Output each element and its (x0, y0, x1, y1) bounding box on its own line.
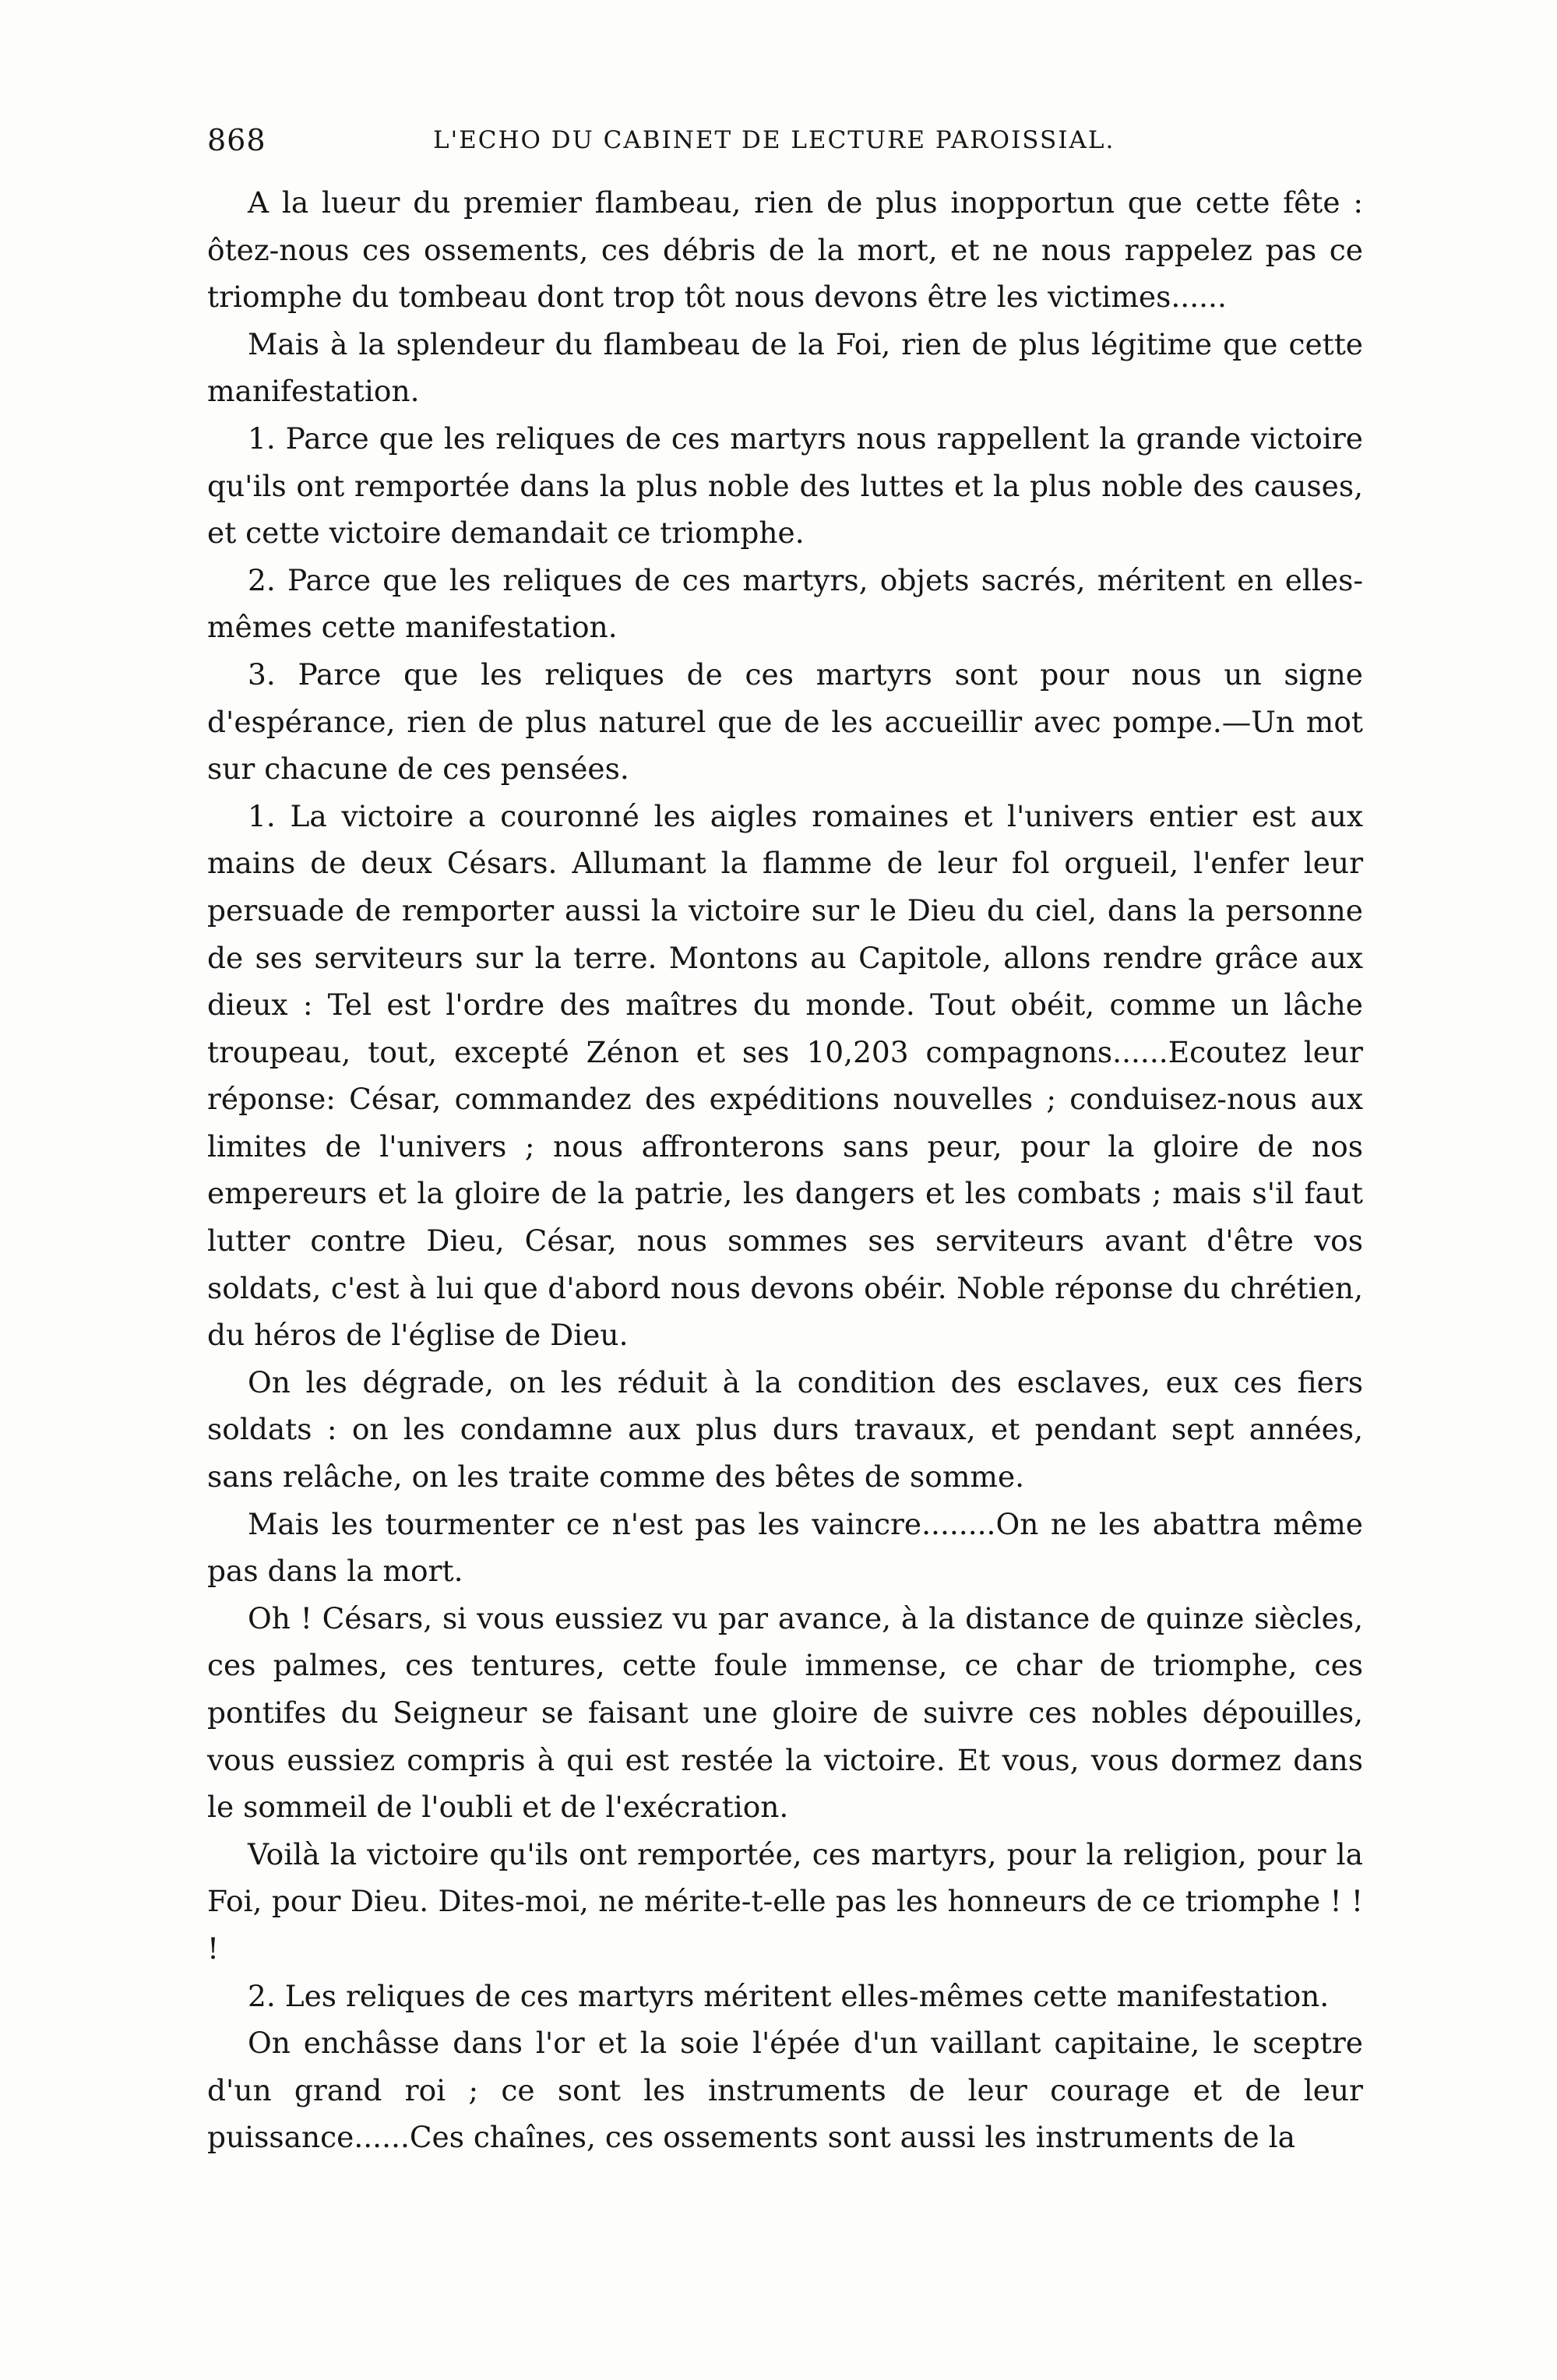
running-head (207, 117, 1363, 179)
paragraph-11: 2. Les reliques de ces martyrs méritent elles-mêmes cette manifestation. (248, 1978, 1330, 2013)
running-title: L'ECHO DU CABINET DE LECTURE PAROISSIAL. (433, 126, 1115, 154)
paragraph-10: Voilà la victoire qu'ils ont remportée, ces martyrs, pour la religion, pour la Foi, pour Dieu. Dites-moi, ne mérite-t-elle pas les honneurs de ce triomphe ! ! ! (207, 1836, 1363, 1966)
paragraph-5: 3. Parce que les reliques de ces martyrs sont pour nous un signe d'espérance, rien de plus naturel que de les accueillir avec pompe.—Un mot sur chacune de ces pensées. (207, 657, 1363, 787)
book-page (207, 117, 1363, 2161)
paragraph-8: Mais les tourmenter ce n'est pas les vaincre........On ne les abattra même pas dans la mort. (207, 1506, 1363, 1589)
paragraph-7: On les dégrade, on les réduit à la condition des esclaves, eux ces fiers soldats : on les condamne aux plus durs travaux, et pendant sept années, sans relâche, on les traite comme des bêtes de somme. (207, 1364, 1363, 1495)
body-text (207, 179, 1363, 2161)
paragraph-2: Mais à la splendeur du flambeau de la Foi, rien de plus légitime que cette manifestation. (207, 326, 1363, 409)
paragraph-4: 2. Parce que les reliques de ces martyrs, objets sacrés, méritent en elles-mêmes cette manifestation. (207, 562, 1363, 645)
paragraph-1: A la lueur du premier flambeau, rien de plus inopportun que cette fête : ôtez-nous ces ossements, ces débris de la mort, et ne nous rappelez pas ce triomphe du tombeau dont trop tôt nous devons être les victimes...... (207, 185, 1363, 315)
paragraph-12: On enchâsse dans l'or et la soie l'épée d'un vaillant capitaine, le sceptre d'un grand roi ; ce sont les instruments de leur courage et de leur puissance......Ces chaînes, ces ossements sont aussi les instruments de la (207, 2026, 1363, 2155)
paragraph-6: 1. La victoire a couronné les aigles romaines et l'univers entier est aux mains de deux Césars. Allumant la flamme de leur fol orgueil, l'enfer leur persuade de remporter aussi la victoire sur le Dieu du ciel, dans la personne de ses serviteurs sur la terre. Montons au Capitole, allons rendre grâce aux dieux : Tel est l'ordre des maîtres du monde. Tout obéit, comme un lâche troupeau, tout, excepté Zénon et ses 10,203 compagnons......Ecoutez leur réponse: César, commandez des expéditions nouvelles ; conduisez-nous aux limites de l'univers ; nous affronterons sans peur, pour la gloire de nos empereurs et la gloire de la patrie, les dangers et les combats ; mais s'il faut lutter contre Dieu, César, nous sommes ses serviteurs avant d'être vos soldats, c'est à lui que d'abord nous devons obéir. Noble réponse du chrétien, du héros de l'église de Dieu. (207, 798, 1363, 1353)
page-number: 868 (207, 123, 266, 157)
paragraph-9: Oh ! Césars, si vous eussiez vu par avance, à la distance de quinze siècles, ces palmes, ces tentures, cette foule immense, ce char de triomphe, ces pontifes du Seigneur se faisant une gloire de suivre ces nobles dépouilles, vous eussiez compris à qui est restée la victoire. Et vous, vous dormez dans le sommeil de l'oubli et de l'exécration. (207, 1600, 1363, 1825)
paragraph-3: 1. Parce que les reliques de ces martyrs nous rappellent la grande victoire qu'ils ont remportée dans la plus noble des luttes et la plus noble des causes, et cette victoire demandait ce triomphe. (207, 421, 1363, 551)
